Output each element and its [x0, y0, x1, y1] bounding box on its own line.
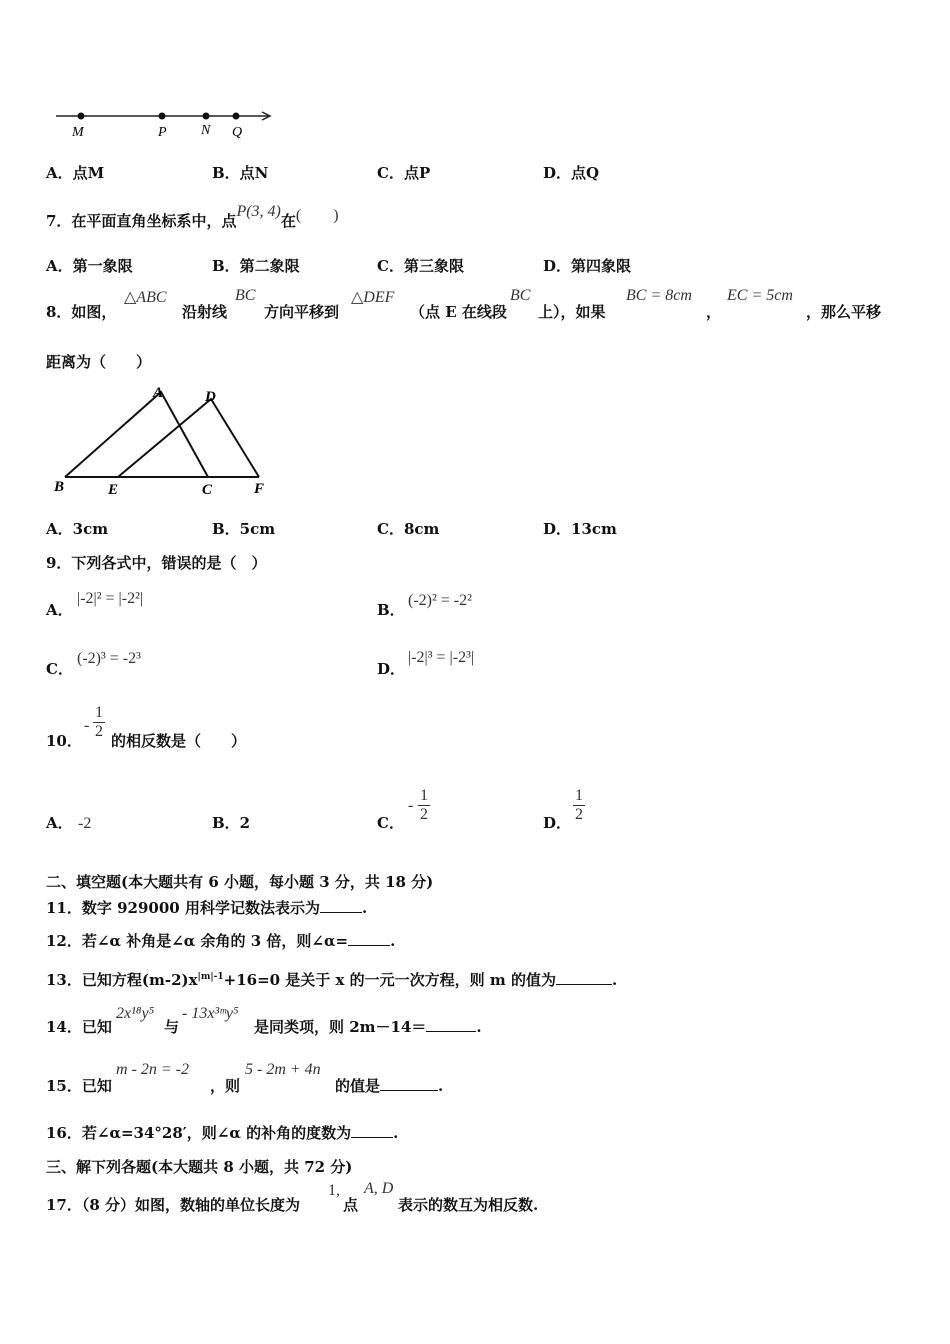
- question-15-pre: 15．已知: [46, 1077, 112, 1095]
- q17-points: A, D: [364, 1180, 394, 1197]
- q8-option-b[interactable]: B．5cm: [212, 520, 276, 538]
- label-q: Q: [232, 125, 243, 140]
- q7-option-b[interactable]: B．第二象限: [212, 257, 300, 275]
- label-d: D: [205, 389, 216, 405]
- q10-option-d-label[interactable]: D．: [543, 814, 572, 832]
- number-line-figure: [50, 100, 280, 145]
- q9-option-b-expr: (-2)² = -2²: [408, 592, 472, 609]
- q7-option-c[interactable]: C．第三象限: [377, 257, 464, 275]
- label-c: C: [202, 482, 213, 498]
- question-15-post: [335, 1075, 443, 1096]
- q8-text-4: 上），如果: [538, 303, 606, 321]
- translation-figure: [48, 380, 278, 500]
- q11-end: .: [361, 899, 368, 917]
- q11-text: 11．数字 929000 用科学记数法表示为: [46, 899, 320, 917]
- q10-frac-num: 1: [95, 704, 103, 721]
- q10-minus: -: [84, 717, 90, 734]
- q9-option-c-expr: (-2)³ = -2³: [77, 650, 141, 667]
- q10-option-a-value: -2: [78, 815, 92, 832]
- q15-mid: ，则: [210, 1077, 241, 1095]
- question-7: [46, 203, 339, 231]
- q8-comma: ，: [706, 303, 722, 321]
- label-m: M: [72, 125, 84, 140]
- q13-exponent: |m|-1: [197, 972, 224, 982]
- q9-option-c-label[interactable]: C．: [46, 660, 73, 678]
- q6-option-c[interactable]: C．点P: [377, 164, 431, 182]
- q10-option-c-label[interactable]: C．: [377, 814, 404, 832]
- q13-end: .: [612, 971, 618, 989]
- label-a: A: [153, 385, 164, 401]
- q8-text-5: ，那么平移: [806, 303, 882, 321]
- section-3-heading: 三、解下列各题(本大题共 8 小题，共 72 分): [46, 1158, 353, 1176]
- q6-option-a[interactable]: A．点M: [46, 164, 105, 182]
- point-p: [159, 113, 166, 120]
- question-17-post: 表示的数互为相反数.: [398, 1196, 539, 1214]
- q8-triangle-def: △DEF: [351, 289, 395, 306]
- q10-option-c-minus: -: [408, 797, 414, 814]
- q11-blank[interactable]: [320, 898, 362, 913]
- q8-text-1: 沿射线: [182, 303, 228, 321]
- q14-end: .: [476, 1018, 482, 1036]
- q17-mid: 点: [343, 1196, 359, 1214]
- label-p: P: [158, 125, 167, 140]
- q15-end: .: [438, 1077, 444, 1095]
- q8-bc-1: BC: [235, 287, 256, 304]
- q12-blank[interactable]: [348, 931, 390, 946]
- question-13: [46, 969, 617, 990]
- label-n: N: [201, 123, 211, 138]
- q8-option-c[interactable]: C．8cm: [377, 520, 440, 538]
- q9-option-d-expr: |-2|³ = |-2³|: [408, 649, 475, 666]
- q7-option-a[interactable]: A．第一象限: [46, 257, 133, 275]
- q7-paren: ( ): [295, 207, 339, 224]
- q9-option-a-expr: |-2|² = |-2²|: [77, 590, 144, 607]
- q7-suffix: 在: [280, 212, 296, 230]
- q14-post: 是同类项，则 2m－14＝: [254, 1018, 427, 1036]
- q16-end: .: [393, 1124, 399, 1142]
- q9-option-b-label[interactable]: B．: [377, 601, 405, 619]
- q12-end: .: [390, 932, 396, 950]
- q13-blank[interactable]: [556, 970, 612, 985]
- q8-text-2: 方向平移到: [264, 303, 340, 321]
- q8-line-2: 距离为（ ）: [46, 353, 152, 371]
- question-8-label: 8．如图，: [46, 303, 117, 321]
- q17-unit: 1,: [328, 1182, 340, 1199]
- q6-option-d[interactable]: D．点Q: [543, 164, 600, 182]
- q13-post: +16=0 是关于 x 的一元一次方程，则 m 的值为: [223, 971, 556, 989]
- q8-option-d[interactable]: D．13cm: [543, 520, 617, 538]
- q10-option-b[interactable]: B．2: [212, 814, 251, 832]
- q10-option-c-fraction: [418, 787, 430, 824]
- point-n: [203, 113, 210, 120]
- q15-blank[interactable]: [380, 1076, 438, 1091]
- question-10-label: 10．: [46, 732, 82, 750]
- label-e: E: [108, 482, 119, 498]
- q10-fraction: [93, 704, 105, 741]
- q10-d-den: 2: [575, 806, 583, 823]
- q8-option-a[interactable]: A．3cm: [46, 520, 109, 538]
- q16-text: 16．若∠α=34°28′，则∠α 的补角的度数为: [46, 1124, 352, 1142]
- q10-option-d-fraction: [573, 787, 585, 824]
- question-12: [46, 930, 395, 951]
- question-11: [46, 897, 367, 918]
- q15-post: 的值是: [335, 1077, 381, 1095]
- q10-c-den: 2: [420, 806, 428, 823]
- q15-condition: m - 2n = -2: [116, 1061, 190, 1078]
- question-9: 9．下列各式中，错误的是（ ）: [46, 554, 267, 572]
- question-14-pre: 14．已知: [46, 1018, 112, 1036]
- q13-pre: 13．已知方程(m-2)x: [46, 971, 198, 989]
- q14-mid: 与: [164, 1018, 180, 1036]
- q16-blank[interactable]: [351, 1123, 393, 1138]
- q10-frac-den: 2: [95, 723, 103, 740]
- label-f: F: [254, 481, 265, 497]
- question-14-post: [254, 1016, 482, 1037]
- q8-triangle-abc: △ABC: [124, 289, 167, 306]
- point-m: [78, 113, 85, 120]
- question-16: [46, 1122, 398, 1143]
- q8-text-3: （点 E 在线段: [410, 303, 507, 321]
- q14-blank[interactable]: [426, 1017, 476, 1032]
- q14-term-1: 2x¹⁸y⁵: [116, 1005, 155, 1022]
- q12-text: 12．若∠α 补角是∠α 余角的 3 倍，则∠α=: [46, 932, 349, 950]
- q10-option-a-label[interactable]: A．: [46, 814, 73, 832]
- q15-expression: 5 - 2m + 4n: [245, 1061, 321, 1078]
- q7-prefix: 7．在平面直角坐标系中，点: [46, 212, 237, 230]
- q10-d-num: 1: [575, 787, 583, 804]
- q10-c-num: 1: [420, 787, 428, 804]
- q7-option-d[interactable]: D．第四象限: [543, 257, 632, 275]
- q9-option-d-label[interactable]: D．: [377, 660, 406, 678]
- q14-term-2: - 13x³ᵐy⁵: [182, 1005, 239, 1022]
- q8-eq-ec: EC = 5cm: [727, 287, 793, 304]
- q10-text: 的相反数是（ ）: [111, 732, 247, 750]
- section-2-heading: 二、填空题(本大题共有 6 小题，每小题 3 分，共 18 分): [46, 873, 434, 891]
- q8-eq-bc: BC = 8cm: [626, 287, 692, 304]
- label-b: B: [54, 479, 65, 495]
- question-17-pre: 17．（8 分）如图，数轴的单位长度为: [46, 1196, 301, 1214]
- q6-option-b[interactable]: B．点N: [212, 164, 269, 182]
- q8-bc-2: BC: [510, 287, 531, 304]
- q7-point: P(3, 4): [236, 203, 281, 220]
- q9-option-a-label[interactable]: A．: [46, 601, 73, 619]
- point-q: [233, 113, 240, 120]
